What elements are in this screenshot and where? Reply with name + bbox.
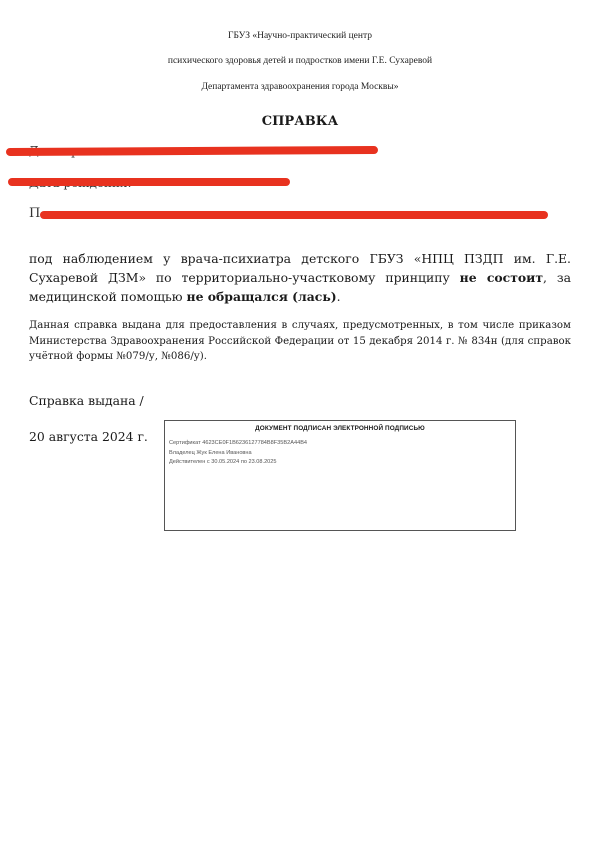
signature-title: ДОКУМЕНТ ПОДПИСАН ЭЛЕКТРОННОЙ ПОДПИСЬЮ (255, 425, 425, 432)
issued-to-label: Справка выдана / (29, 393, 144, 408)
redaction-mark (6, 146, 378, 156)
electronic-signature-stamp (164, 420, 516, 531)
redaction-mark (40, 211, 548, 219)
main-statement: под наблюдением у врача-психиатра детского ГБУЗ «НПЦ ПЗДП им. Г.Е. Сухаревой ДЗМ» по территориально-участковому принципу не состоит, за медицинской помощью не обращался (лась). (29, 251, 572, 304)
redaction-mark (8, 178, 290, 186)
issue-date: 20 августа 2024 г. (29, 429, 148, 444)
purpose-note: Данная справка выдана для предоставления в случаях, предусмотренных, в том числе приказом Министерства Здравоохранения Российской Федерации от 15 декабря 2014 г. № 834н (для справок учётной формы №079/у, №086/у). (29, 320, 571, 362)
certificate-validity: Действителен с 30.05.2024 по 23.08.2025 (169, 459, 277, 465)
address-label: П (29, 206, 41, 221)
org-name-line2: психического здоровья детей и подростков имени Г.Е. Сухаревой (167, 56, 433, 66)
certificate-owner: Владелец Жук Елена Ивановна (169, 450, 252, 456)
certificate-number: Сертификат 4623CE0F1B6236127784B8F35B2A44B4 (169, 440, 308, 446)
document-title: СПРАВКА (261, 114, 339, 129)
org-name-line1: ГБУЗ «Научно-практический центр (227, 31, 372, 41)
org-name-line3: Департамента здравоохранения города Москвы» (201, 82, 399, 92)
